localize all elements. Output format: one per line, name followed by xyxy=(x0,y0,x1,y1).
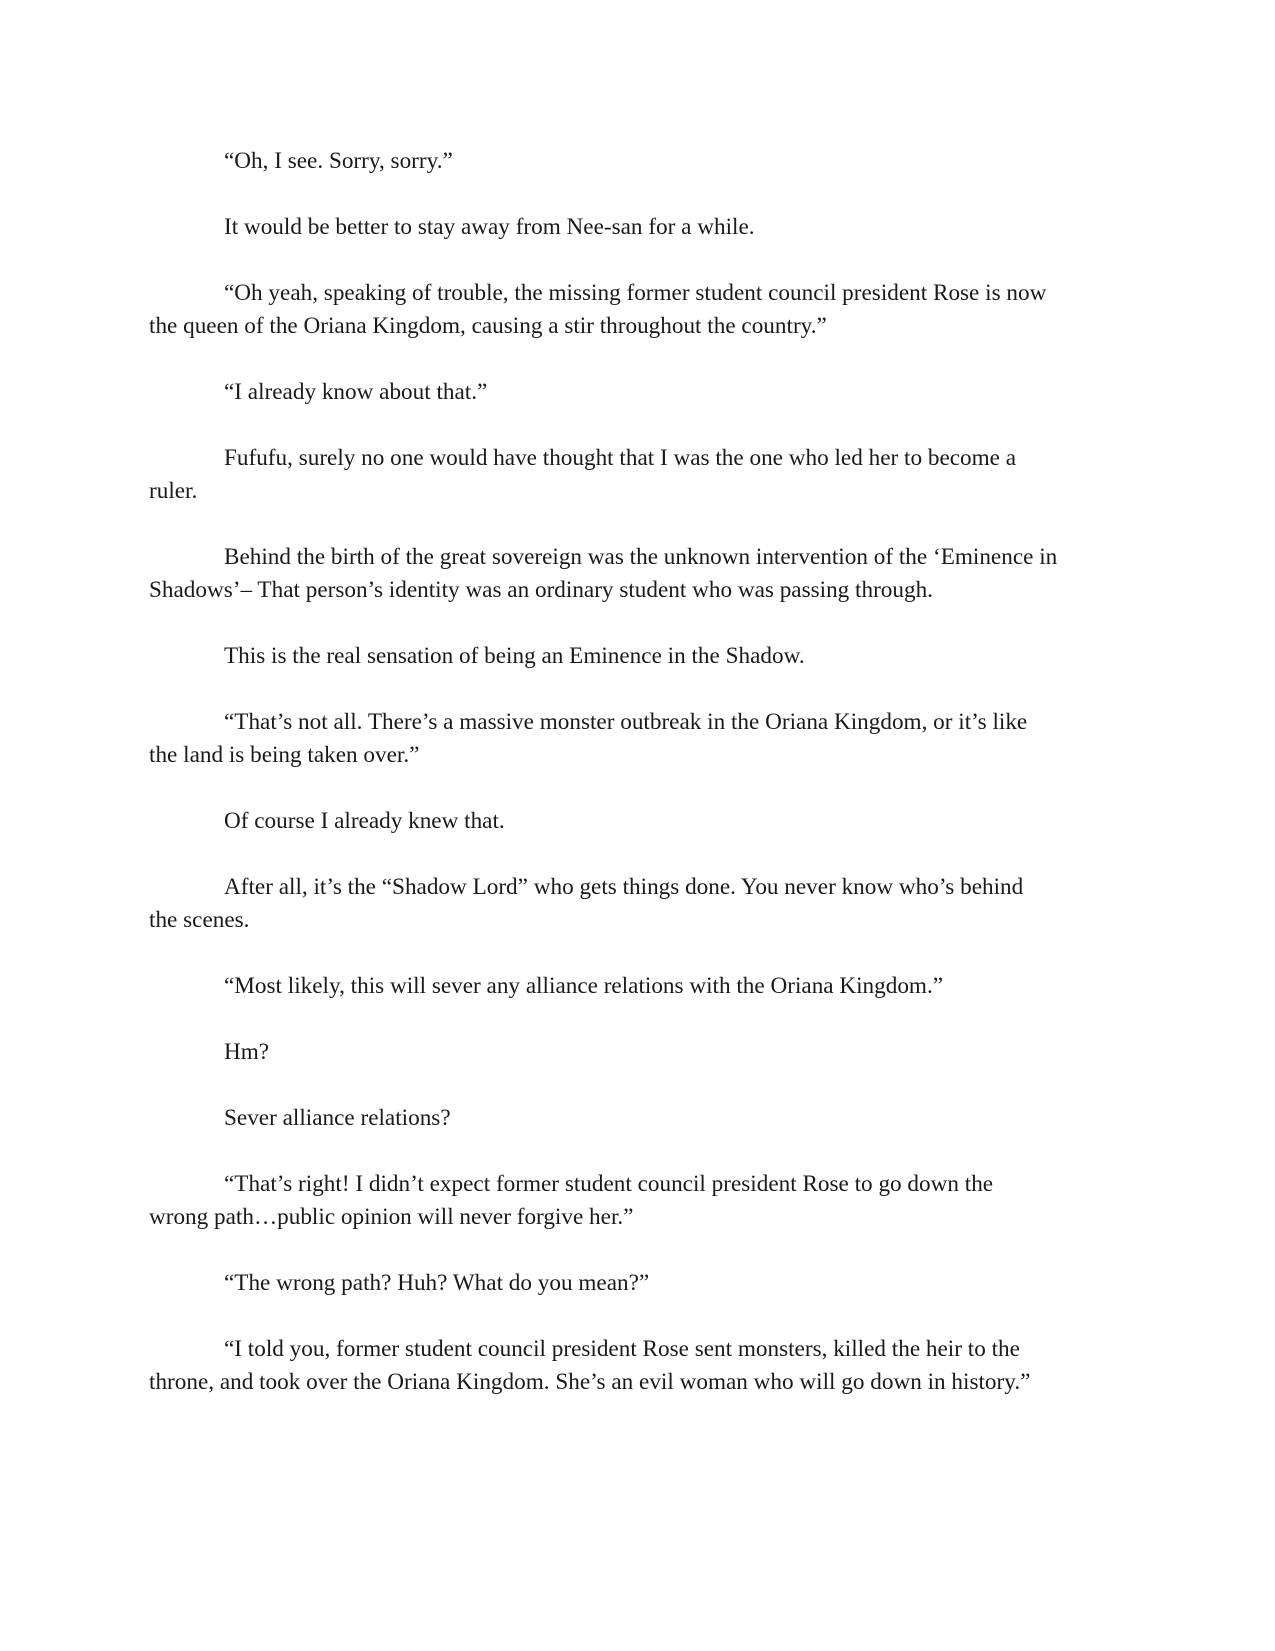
text-line: “The wrong path? Huh? What do you mean?” xyxy=(224,1270,650,1296)
paragraph-7 xyxy=(149,640,1129,673)
paragraph-13 xyxy=(149,1102,1129,1135)
text-line: Fufufu, surely no one would have thought that I was the one who led her to become a xyxy=(224,445,1017,471)
text-line: Sever alliance relations? xyxy=(224,1105,451,1131)
text-line: Behind the birth of the great sovereign was the unknown intervention of the ‘Eminence in xyxy=(224,544,1058,570)
paragraph-4 xyxy=(149,376,1129,409)
text-line: It would be better to stay away from Nee-san for a while. xyxy=(224,214,755,240)
paragraph-1 xyxy=(149,145,1129,178)
text-line: the queen of the Oriana Kingdom, causing a stir throughout the country.” xyxy=(149,313,827,339)
text-line: Of course I already knew that. xyxy=(224,808,505,834)
paragraph-10 xyxy=(149,871,1129,937)
text-line: This is the real sensation of being an Eminence in the Shadow. xyxy=(224,643,805,669)
paragraph-16 xyxy=(149,1333,1129,1399)
text-line: the scenes. xyxy=(149,907,250,933)
text-line: wrong path…public opinion will never forgive her.” xyxy=(149,1204,634,1230)
paragraph-11 xyxy=(149,970,1129,1003)
text-line: “I already know about that.” xyxy=(224,379,488,405)
paragraph-15 xyxy=(149,1267,1129,1300)
text-line: the land is being taken over.” xyxy=(149,742,420,768)
text-line: “That’s not all. There’s a massive monster outbreak in the Oriana Kingdom, or it’s like xyxy=(224,709,1028,735)
paragraph-5 xyxy=(149,442,1129,508)
text-line: After all, it’s the “Shadow Lord” who gets things done. You never know who’s behind xyxy=(224,874,1024,900)
paragraph-14 xyxy=(149,1168,1129,1234)
text-line: “That’s right! I didn’t expect former student council president Rose to go down the xyxy=(224,1171,994,1197)
text-line: “Oh yeah, speaking of trouble, the missing former student council president Rose is now xyxy=(224,280,1047,306)
text-body xyxy=(149,145,1129,1432)
text-line: “Oh, I see. Sorry, sorry.” xyxy=(224,148,453,174)
paragraph-2 xyxy=(149,211,1129,244)
paragraph-3 xyxy=(149,277,1129,343)
text-line: Hm? xyxy=(224,1039,270,1065)
text-line: throne, and took over the Oriana Kingdom. She’s an evil woman who will go down in history.” xyxy=(149,1369,1031,1395)
paragraph-6 xyxy=(149,541,1129,607)
paragraph-9 xyxy=(149,805,1129,838)
text-line: ruler. xyxy=(149,478,198,504)
text-line: “Most likely, this will sever any alliance relations with the Oriana Kingdom.” xyxy=(224,973,944,999)
text-line: “I told you, former student council president Rose sent monsters, killed the heir to the xyxy=(224,1336,1020,1362)
paragraph-8 xyxy=(149,706,1129,772)
text-line: Shadows’– That person’s identity was an ordinary student who was passing through. xyxy=(149,577,933,603)
paragraph-12 xyxy=(149,1036,1129,1069)
